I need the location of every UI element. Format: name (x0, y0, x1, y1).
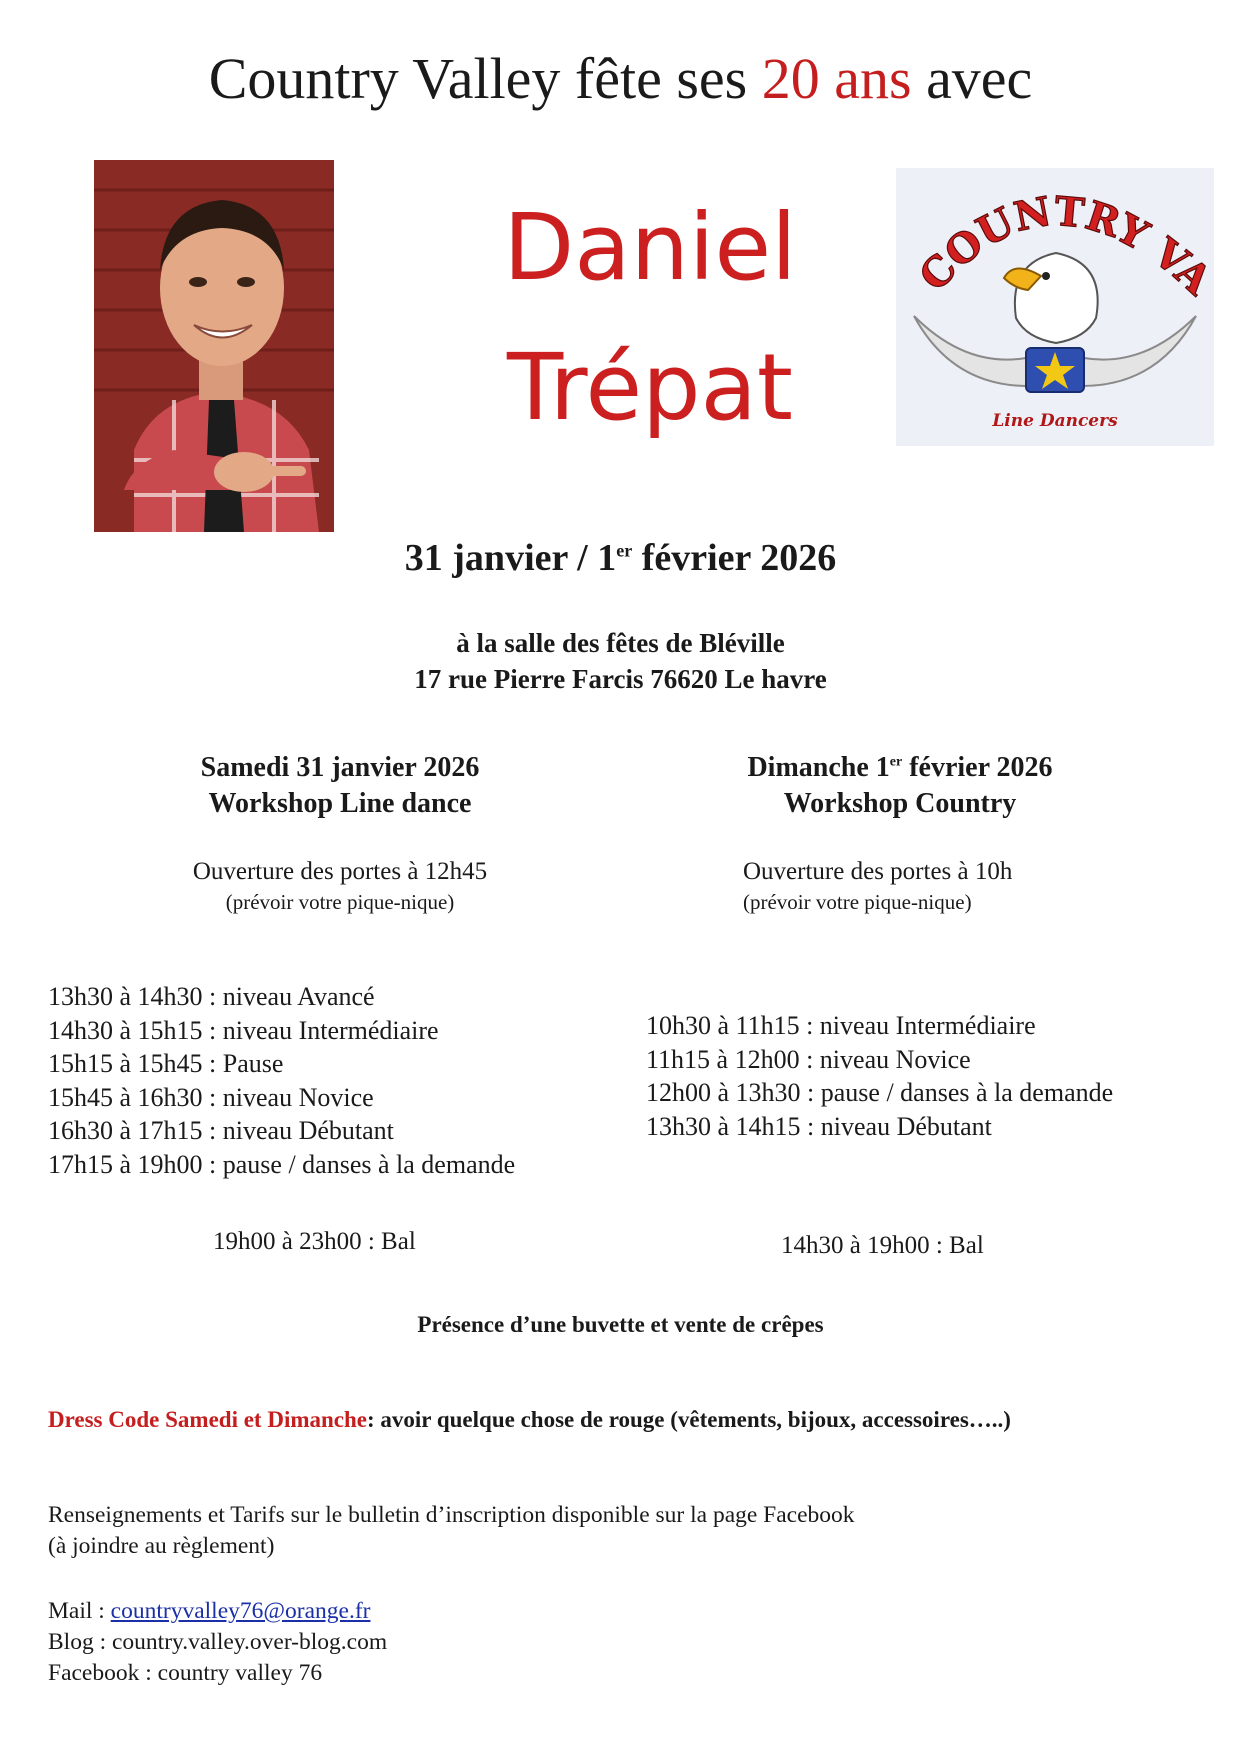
saturday-workshop: Workshop Line dance (208, 788, 472, 819)
artist-name (440, 178, 860, 458)
country-valley-logo (896, 168, 1214, 446)
schedule-item: 11h15 à 12h00 : niveau Novice (646, 1044, 971, 1074)
dress-code (48, 1404, 1011, 1436)
logo-subtitle: Line Dancers (992, 411, 1118, 431)
buvette-notice: Présence d’une buvette et vente de crêpes (417, 1312, 824, 1337)
sunday-opening (743, 856, 1012, 916)
title-before: Country Valley fête ses (208, 46, 762, 111)
mail-label: Mail : (48, 1598, 111, 1624)
schedule-item: 14h30 à 15h15 : niveau Intermédiaire (48, 1015, 439, 1045)
sunday-date-part2: février 2026 (902, 752, 1053, 783)
saturday-date: Samedi 31 janvier 2026 (200, 752, 480, 783)
venue-block (0, 625, 1241, 697)
sunday-date-superscript: er (889, 754, 903, 770)
sunday-date-part1: Dimanche 1 (747, 752, 890, 783)
info-line-2: (à joindre au règlement) (48, 1533, 275, 1559)
sunday-header (630, 750, 1170, 822)
contact-blog-row (48, 1627, 387, 1658)
info-line-1: Renseignements et Tarifs sur le bulletin d’inscription disponible sur la page Facebook (48, 1502, 855, 1528)
facebook-label: Facebook : (48, 1660, 158, 1686)
artist-photo (94, 160, 334, 532)
contact-block (48, 1596, 387, 1689)
blog-label: Blog : (48, 1629, 112, 1655)
saturday-schedule (48, 980, 515, 1181)
dress-code-label: Dress Code Samedi et Dimanche (48, 1407, 367, 1432)
registration-info (48, 1500, 855, 1562)
artist-first-name: Daniel (503, 194, 797, 301)
sunday-workshop: Workshop Country (783, 788, 1017, 819)
logo-arc-text: COUNTRY V (910, 187, 1195, 300)
title-after: avec (911, 46, 1033, 111)
saturday-opening-time: Ouverture des portes à 12h45 (192, 858, 488, 885)
dates-part2: février 2026 (632, 537, 837, 579)
schedule-item: 15h45 à 16h30 : niveau Novice (48, 1082, 374, 1112)
schedule-item: 16h30 à 17h15 : niveau Débutant (48, 1116, 394, 1145)
saturday-bal: 19h00 à 23h00 : Bal (213, 1228, 416, 1255)
sunday-bal: 14h30 à 19h00 : Bal (781, 1232, 984, 1259)
schedule-item: 13h30 à 14h15 : niveau Débutant (646, 1111, 992, 1141)
sunday-date (630, 750, 1170, 786)
schedule-item: 12h00 à 13h30 : pause / danses à la demande (646, 1078, 1114, 1107)
schedule-item: 10h30 à 11h15 : niveau Intermédiaire (646, 1011, 1036, 1040)
schedule-item: 13h30 à 14h30 : niveau Avancé (48, 982, 375, 1011)
facebook-name: country valley 76 (157, 1660, 323, 1686)
venue-line-1: à la salle des fêtes de Bléville (456, 628, 785, 658)
mail-link[interactable]: countryvalley76@orange.fr (110, 1598, 371, 1624)
poster-title (0, 40, 1241, 118)
saturday-header (70, 750, 610, 822)
contact-mail-row (48, 1596, 387, 1627)
saturday-opening (130, 856, 550, 916)
schedule-item: 15h15 à 15h45 : Pause (48, 1049, 284, 1078)
sunday-opening-note: (prévoir votre pique-nique) (743, 890, 972, 914)
schedule-item: 17h15 à 19h00 : pause / danses à la demande (48, 1149, 516, 1179)
sunday-opening-time: Ouverture des portes à 10h (743, 858, 1013, 885)
dates-part1: 31 janvier / 1 (404, 537, 617, 579)
saturday-opening-note: (prévoir votre pique-nique) (225, 890, 455, 914)
event-dates (0, 533, 1241, 583)
artist-last-name: Trépat (507, 334, 793, 441)
blog-url: country.valley.over-blog.com (111, 1629, 388, 1655)
dress-code-text: : avoir quelque chose de rouge (vêtements, bijoux, accessoires…..) (367, 1407, 1011, 1432)
contact-facebook-row (48, 1658, 387, 1689)
venue-line-2: 17 rue Pierre Farcis 76620 Le havre (414, 664, 827, 694)
sunday-schedule (646, 1009, 1113, 1143)
title-highlight: 20 ans (761, 46, 912, 111)
dates-superscript: er (616, 540, 633, 561)
